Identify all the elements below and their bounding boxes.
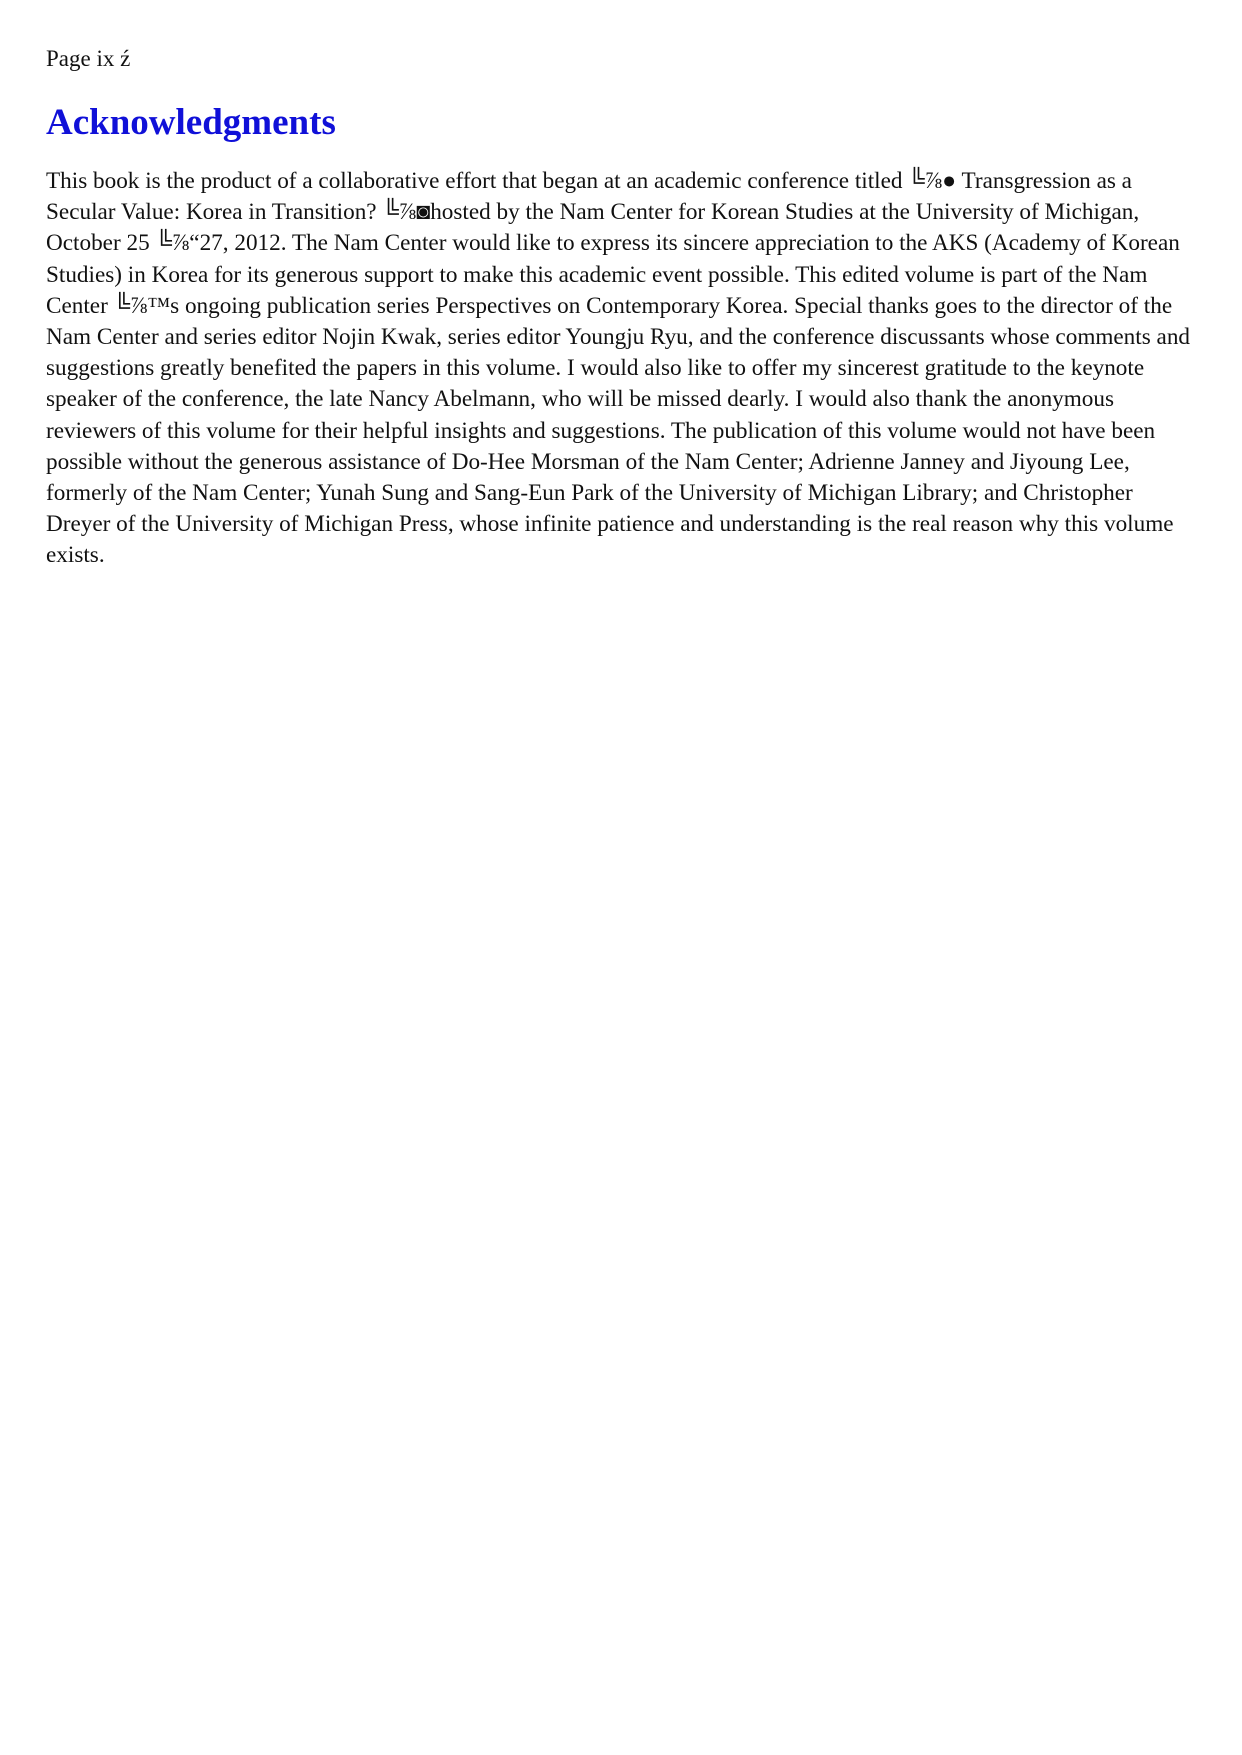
page-label: Page ix ź [46, 46, 131, 71]
page-title: Acknowledgments [46, 102, 336, 143]
acknowledgments-paragraph: This book is the product of a collaborative effort that began at an academic conference titled ╚⅞● Transgression as a Secular Value: Korea in Transition? ╚⅞◙hosted by the Nam Center for Korean Studies at the University of Michigan, October 25 ╚⅞“27, 2012. The Nam Center would like to express its sincere appreciation to the AKS (Academy of Korean Studies) in Korea for its generous support to make this academic event possible. This edited volume is part of the Nam Center ╚⅞™s ongoing publication series Perspectives on Contemporary Korea. Special thanks goes to the director of the Nam Center and series editor Nojin Kwak, series editor Youngju Ryu, and the conference discussants whose comments and suggestions greatly benefited the papers in this volume. I would also like to offer my sincerest gratitude to the keynote speaker of the conference, the late Nancy Abelmann, who will be missed dearly. I would also thank the anonymous reviewers of this volume for their helpful insights and suggestions. The publication of this volume would not have been possible without the generous assistance of Do-Hee Morsman of the Nam Center; Adrienne Janney and Jiyoung Lee, formerly of the Nam Center; Yunah Sung and Sang-Eun Park of the University of Michigan Library; and Christopher Dreyer of the University of Michigan Press, whose infinite patience and understanding is the real reason why this volume exists. [46, 168, 1191, 569]
